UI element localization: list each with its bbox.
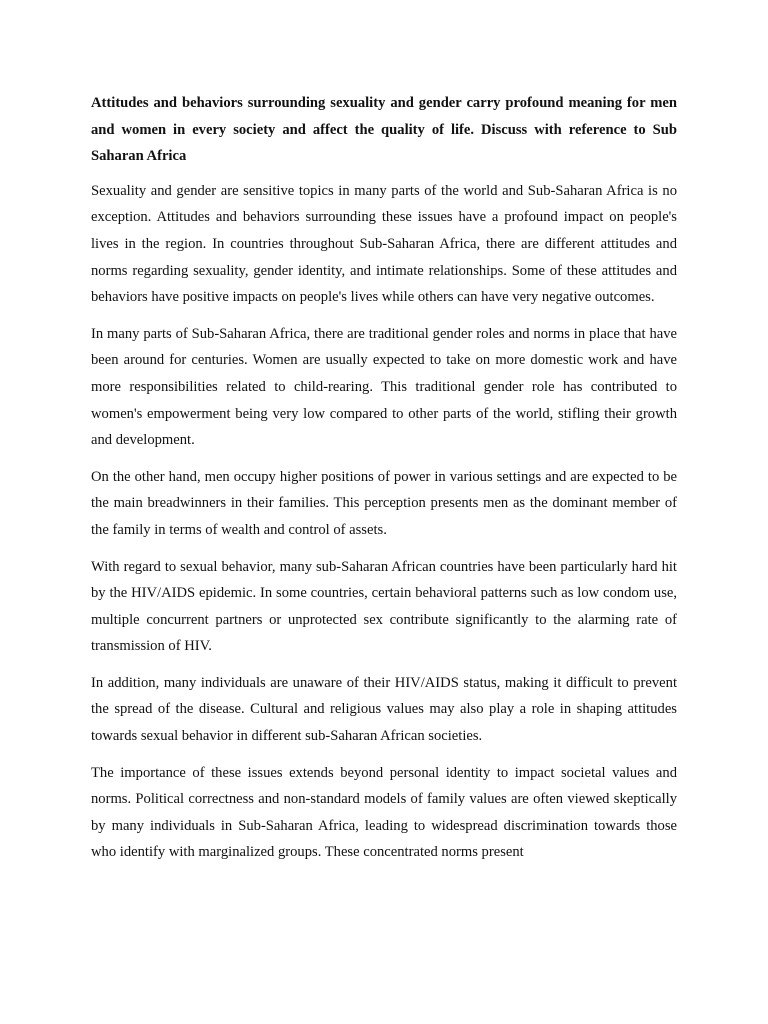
paragraph-3: On the other hand, men occupy higher positions of power in various settings and are expected to be the main breadwinners in their families. This perception presents men as the dominant member of the family in terms of wealth and control of assets. — [91, 468, 677, 538]
paragraph-4: With regard to sexual behavior, many sub-Saharan African countries have been particularly hard hit by the HIV/AIDS epidemic. In some countries, certain behavioral patterns such as low condom use, multiple concurrent partners or unprotected sex contribute significantly to the alarming rate of transmission of HIV. — [91, 558, 677, 655]
essay-title: Attitudes and behaviors surrounding sexuality and gender carry profound meaning for men and women in every society and affect the quality of life. Discuss with reference to Sub Saharan Africa — [91, 95, 677, 165]
paragraph-5: In addition, many individuals are unaware of their HIV/AIDS status, making it difficult to prevent the spread of the disease. Cultural and religious values may also play a role in shaping attitudes towards sexual behavior in different sub-Saharan African societies. — [91, 674, 677, 745]
paragraph-2: In many parts of Sub-Saharan Africa, there are traditional gender roles and norms in place that have been around for centuries. Women are usually expected to take on more domestic work and have more responsibilities related to child-rearing. This traditional gender role has contributed to women's empowerment being very low compared to other parts of the world, stifling their growth and development. — [91, 325, 677, 449]
paragraph-1: Sexuality and gender are sensitive topics in many parts of the world and Sub-Saharan Africa is no exception. Attitudes and behaviors surrounding these issues have a profound impact on people's lives in the region. In countries throughout Sub-Saharan Africa, there are different attitudes and norms regarding sexuality, gender identity, and intimate relationships. Some of these attitudes and behaviors have positive impacts on people's lives while others can have very negative outcomes. — [91, 182, 677, 306]
paragraph-6: The importance of these issues extends beyond personal identity to impact societal values and norms. Political correctness and non-standard models of family values are often viewed skeptically by many individuals in Sub-Saharan Africa, leading to widespread discrimination towards those who identify with marginalized groups. These concentrated norms present — [91, 764, 677, 861]
document-body — [91, 90, 677, 876]
